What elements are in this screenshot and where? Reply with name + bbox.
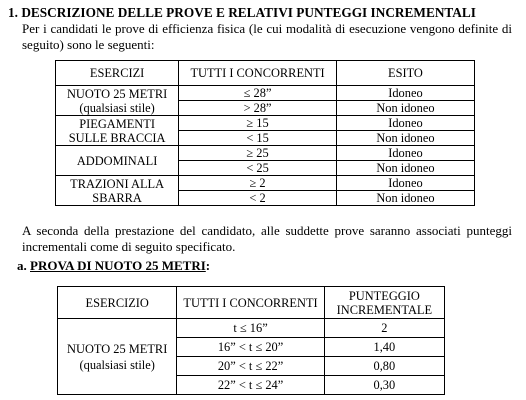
exercise-cell (56, 176, 179, 206)
exercise-cell (56, 146, 179, 176)
exercise-name: TRAZIONI ALLA (70, 176, 165, 191)
section-number: 1. (8, 5, 18, 20)
threshold-cell: ≥ 2 (179, 176, 337, 191)
result-cell: Non idoneo (336, 131, 474, 146)
header-tutti-concorrenti: TUTTI I CONCORRENTI (177, 287, 324, 319)
header-incrementale: INCREMENTALE (336, 302, 433, 317)
header-esercizi: ESERCIZI (56, 61, 179, 86)
exercise-name: NUOTO 25 METRI (67, 341, 168, 356)
scoring-paragraph: A seconda della prestazione del candidato, alle suddette prove saranno associati punteggi incrementali come di seguito specificato. (22, 223, 512, 254)
exercise-detail: SBARRA (92, 190, 142, 205)
header-punteggio-incrementale (324, 287, 444, 319)
result-cell: Non idoneo (336, 191, 474, 206)
threshold-cell: > 28” (179, 101, 337, 116)
threshold-cell: ≤ 28” (179, 86, 337, 101)
subsection-label: a. (17, 258, 27, 273)
points-cell: 0,80 (324, 357, 444, 376)
result-cell: Idoneo (336, 116, 474, 131)
table-header-row (58, 287, 445, 319)
exercise-cell (56, 86, 179, 116)
subsection-colon: : (205, 258, 211, 273)
header-tutti-concorrenti: TUTTI I CONCORRENTI (179, 61, 337, 86)
exercise-name: ADDOMINALI (76, 153, 158, 168)
result-cell: Non idoneo (336, 101, 474, 116)
section-heading (8, 5, 476, 21)
intro-paragraph: Per i candidati le prove di efficienza fisica (le cui modalità di esecuzione vengono definite di seguito) sono le seguenti: (22, 21, 512, 52)
points-cell: 1,40 (324, 338, 444, 357)
exercise-cell (56, 116, 179, 146)
subsection-heading (17, 258, 210, 274)
points-cell: 0,30 (324, 376, 444, 395)
table-row (56, 146, 475, 161)
header-esercizio: ESERCIZIO (58, 287, 177, 319)
exercise-detail: SULLE BRACCIA (68, 130, 166, 145)
header-punteggio: PUNTEGGIO (348, 288, 420, 303)
exercise-name: PIEGAMENTI (79, 116, 155, 131)
subsection-title: PROVA DI NUOTO 25 METRI (30, 258, 206, 273)
threshold-cell: < 15 (179, 131, 337, 146)
table-row (58, 319, 445, 338)
threshold-cell: ≥ 25 (179, 146, 337, 161)
result-cell: Idoneo (336, 146, 474, 161)
exercise-detail: (qualsiasi stile) (79, 357, 155, 372)
tests-outcome-table (55, 60, 475, 206)
points-cell: 2 (324, 319, 444, 338)
table-row (56, 86, 475, 101)
time-range-cell: t ≤ 16” (177, 319, 324, 338)
result-cell: Non idoneo (336, 161, 474, 176)
table-header-row (56, 61, 475, 86)
table-row (56, 116, 475, 131)
swim-scoring-table (57, 286, 445, 395)
exercise-name: NUOTO 25 METRI (66, 86, 168, 101)
threshold-cell: ≥ 15 (179, 116, 337, 131)
exercise-detail: (qualsiasi stile) (79, 100, 155, 115)
time-range-cell: 20” < t ≤ 22” (177, 357, 324, 376)
result-cell: Idoneo (336, 176, 474, 191)
exercise-cell (58, 319, 177, 395)
result-cell: Idoneo (336, 86, 474, 101)
threshold-cell: < 25 (179, 161, 337, 176)
threshold-cell: < 2 (179, 191, 337, 206)
table-row (56, 176, 475, 191)
time-range-cell: 22” < t ≤ 24” (177, 376, 324, 395)
section-title: DESCRIZIONE DELLE PROVE E RELATIVI PUNTEGGI INCREMENTALI (21, 5, 476, 20)
header-esito: ESITO (336, 61, 474, 86)
time-range-cell: 16” < t ≤ 20” (177, 338, 324, 357)
